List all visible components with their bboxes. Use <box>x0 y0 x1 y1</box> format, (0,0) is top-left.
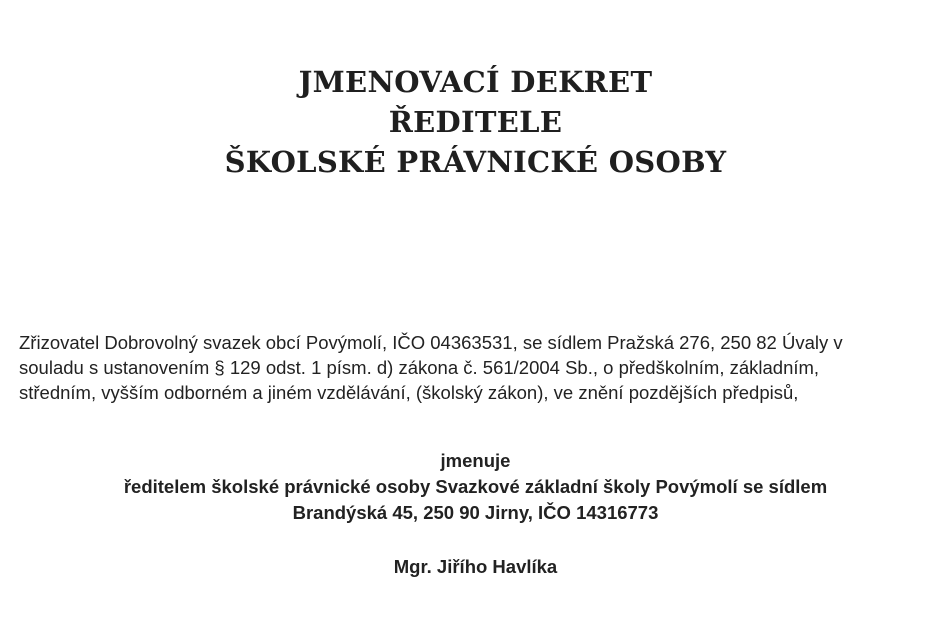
appointee-name: Mgr. Jiřího Havlíka <box>393 556 558 577</box>
appoint-verb: jmenuje <box>440 450 511 471</box>
appointment-block <box>0 448 951 526</box>
intro-line-1: Zřizovatel Dobrovolný svazek obcí Povýmolí, IČO 04363531, se sídlem Pražská 276, 250 82 Úvaly v <box>19 332 843 353</box>
title-line-1: JMENOVACÍ DEKRET <box>298 65 653 99</box>
intro-paragraph <box>19 330 939 405</box>
intro-line-3: středním, vyšším odborném a jiném vzdělávání, (školský zákon), ve znění pozdějších předpisů, <box>19 382 799 403</box>
title-line-2: ŘEDITELE <box>388 105 563 139</box>
intro-line-2: souladu s ustanovením § 129 odst. 1 písm. d) zákona č. 561/2004 Sb., o předškolním, základním, <box>19 357 820 378</box>
appoint-line-3: Brandýská 45, 250 90 Jirny, IČO 14316773 <box>292 502 659 523</box>
appoint-line-2: ředitelem školské právnické osoby Svazkové základní školy Povýmolí se sídlem <box>123 476 828 497</box>
document-title <box>0 62 951 182</box>
title-line-3: ŠKOLSKÉ PRÁVNICKÉ OSOBY <box>224 145 727 179</box>
